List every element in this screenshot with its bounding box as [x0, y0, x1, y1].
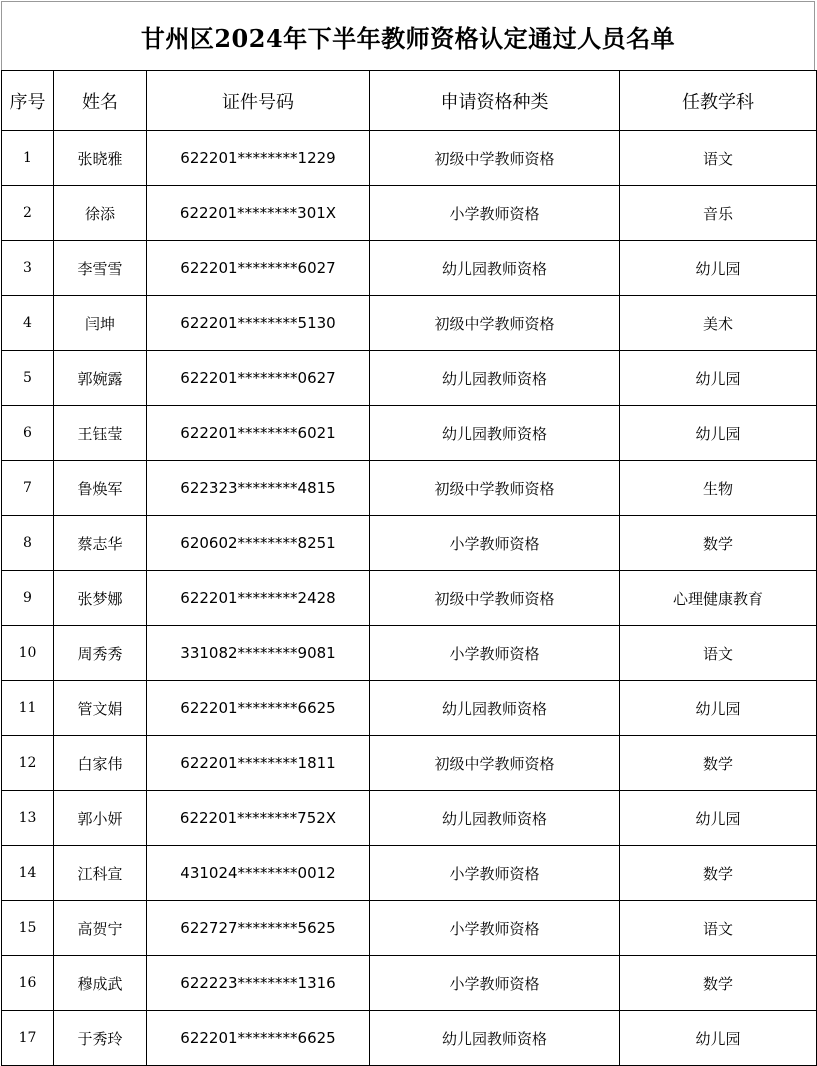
- cell-cert-type: 小学教师资格: [370, 516, 620, 571]
- cell-seq: 12: [2, 736, 54, 791]
- table-body: [2, 131, 817, 1066]
- cell-seq: 10: [2, 626, 54, 681]
- cell-name: 周秀秀: [54, 626, 147, 681]
- cell-name: 管文娟: [54, 681, 147, 736]
- cell-id-number: 331082********9081: [147, 626, 370, 681]
- cell-name: 鲁焕军: [54, 461, 147, 516]
- cell-id-number: 622201********2428: [147, 571, 370, 626]
- table-row: [2, 516, 817, 571]
- cell-cert-type: 幼儿园教师资格: [370, 351, 620, 406]
- table-row: [2, 351, 817, 406]
- table-row: [2, 956, 817, 1011]
- cell-seq: 9: [2, 571, 54, 626]
- cell-seq: 5: [2, 351, 54, 406]
- cell-cert-type: 幼儿园教师资格: [370, 406, 620, 461]
- cell-cert-type: 小学教师资格: [370, 901, 620, 956]
- cell-seq: 3: [2, 241, 54, 296]
- cell-subject: 心理健康教育: [620, 571, 817, 626]
- cell-name: 蔡志华: [54, 516, 147, 571]
- cell-name: 张晓雅: [54, 131, 147, 186]
- cell-subject: 数学: [620, 956, 817, 1011]
- cell-id-number: 622201********752X: [147, 791, 370, 846]
- cell-subject: 音乐: [620, 186, 817, 241]
- cell-id-number: 622323********4815: [147, 461, 370, 516]
- cell-name: 王钰莹: [54, 406, 147, 461]
- cell-cert-type: 小学教师资格: [370, 186, 620, 241]
- table-row: [2, 571, 817, 626]
- cell-subject: 数学: [620, 736, 817, 791]
- cell-seq: 7: [2, 461, 54, 516]
- cell-subject: 数学: [620, 846, 817, 901]
- cell-subject: 美术: [620, 296, 817, 351]
- header-cert-type: 申请资格种类: [370, 71, 620, 131]
- table-row: [2, 296, 817, 351]
- cell-id-number: 622201********6021: [147, 406, 370, 461]
- cell-id-number: 622201********5130: [147, 296, 370, 351]
- header-subject: 任教学科: [620, 71, 817, 131]
- cell-cert-type: 幼儿园教师资格: [370, 241, 620, 296]
- cell-subject: 幼儿园: [620, 1011, 817, 1066]
- cell-name: 江科宣: [54, 846, 147, 901]
- cell-id-number: 622201********1811: [147, 736, 370, 791]
- cell-id-number: 622201********1229: [147, 131, 370, 186]
- cell-subject: 幼儿园: [620, 241, 817, 296]
- cell-seq: 14: [2, 846, 54, 901]
- table-row: [2, 736, 817, 791]
- cell-id-number: 431024********0012: [147, 846, 370, 901]
- cell-seq: 1: [2, 131, 54, 186]
- cell-subject: 语文: [620, 626, 817, 681]
- cell-name: 于秀玲: [54, 1011, 147, 1066]
- table-row: [2, 461, 817, 516]
- cell-cert-type: 小学教师资格: [370, 956, 620, 1011]
- cell-name: 白家伟: [54, 736, 147, 791]
- table-header-row: [2, 71, 817, 131]
- cell-seq: 17: [2, 1011, 54, 1066]
- cell-name: 闫坤: [54, 296, 147, 351]
- cell-subject: 幼儿园: [620, 791, 817, 846]
- cell-name: 高贺宁: [54, 901, 147, 956]
- cell-name: 徐添: [54, 186, 147, 241]
- cell-cert-type: 小学教师资格: [370, 626, 620, 681]
- table-row: [2, 131, 817, 186]
- cell-id-number: 622201********6027: [147, 241, 370, 296]
- cell-cert-type: 初级中学教师资格: [370, 571, 620, 626]
- table-row: [2, 681, 817, 736]
- cell-id-number: 622201********6625: [147, 1011, 370, 1066]
- cell-name: 郭婉露: [54, 351, 147, 406]
- cell-id-number: 622201********301X: [147, 186, 370, 241]
- cell-cert-type: 幼儿园教师资格: [370, 1011, 620, 1066]
- table-row: [2, 626, 817, 681]
- cell-id-number: 620602********8251: [147, 516, 370, 571]
- table-row: [2, 186, 817, 241]
- cell-cert-type: 幼儿园教师资格: [370, 791, 620, 846]
- cell-seq: 8: [2, 516, 54, 571]
- cell-id-number: 622727********5625: [147, 901, 370, 956]
- cell-subject: 数学: [620, 516, 817, 571]
- cell-name: 郭小妍: [54, 791, 147, 846]
- table-row: [2, 846, 817, 901]
- table-row: [2, 1011, 817, 1066]
- cell-seq: 13: [2, 791, 54, 846]
- cell-subject: 幼儿园: [620, 406, 817, 461]
- cell-seq: 16: [2, 956, 54, 1011]
- cell-seq: 11: [2, 681, 54, 736]
- header-name: 姓名: [54, 71, 147, 131]
- cell-seq: 15: [2, 901, 54, 956]
- cell-cert-type: 幼儿园教师资格: [370, 681, 620, 736]
- header-seq: 序号: [2, 71, 54, 131]
- cell-cert-type: 初级中学教师资格: [370, 131, 620, 186]
- cell-id-number: 622223********1316: [147, 956, 370, 1011]
- table-row: [2, 791, 817, 846]
- cell-name: 穆成武: [54, 956, 147, 1011]
- cell-subject: 幼儿园: [620, 681, 817, 736]
- cell-seq: 6: [2, 406, 54, 461]
- cell-id-number: 622201********0627: [147, 351, 370, 406]
- document-title: 甘州区2024年下半年教师资格认定通过人员名单: [1, 1, 815, 70]
- cell-subject: 语文: [620, 901, 817, 956]
- cell-cert-type: 初级中学教师资格: [370, 461, 620, 516]
- cell-subject: 语文: [620, 131, 817, 186]
- table-row: [2, 901, 817, 956]
- cell-name: 李雪雪: [54, 241, 147, 296]
- table-row: [2, 241, 817, 296]
- table-row: [2, 406, 817, 461]
- teacher-list-table: [1, 70, 817, 1066]
- cell-seq: 2: [2, 186, 54, 241]
- cell-name: 张梦娜: [54, 571, 147, 626]
- cell-subject: 生物: [620, 461, 817, 516]
- cell-id-number: 622201********6625: [147, 681, 370, 736]
- cell-subject: 幼儿园: [620, 351, 817, 406]
- cell-cert-type: 初级中学教师资格: [370, 296, 620, 351]
- cell-cert-type: 小学教师资格: [370, 846, 620, 901]
- header-id-number: 证件号码: [147, 71, 370, 131]
- cell-seq: 4: [2, 296, 54, 351]
- cell-cert-type: 初级中学教师资格: [370, 736, 620, 791]
